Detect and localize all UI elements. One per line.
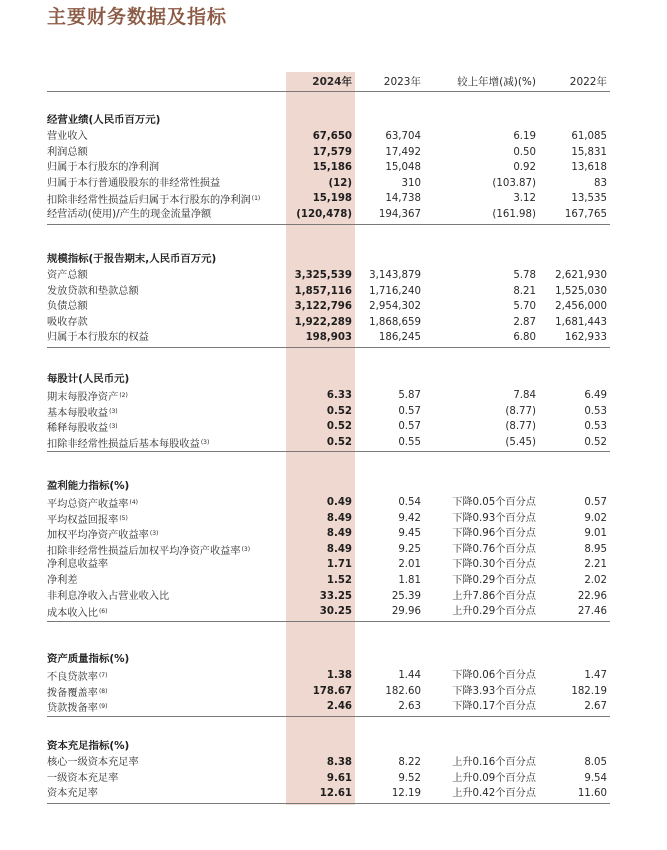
value-2024: 198,903 [305,332,352,344]
row-label [47,330,149,345]
header-divider [47,91,610,92]
value-2022: 9.01 [584,528,607,540]
value-change: (103.87) [492,177,536,189]
value-change: 8.21 [513,285,536,297]
table-row [0,495,667,510]
section-title-text: 经营业绩(人民币百万元) [47,114,161,126]
value-2024: 8.49 [326,528,352,540]
row-label [47,129,88,144]
value-2024: 9.61 [326,772,352,784]
table-header [0,74,667,90]
footnote-marker: (2) [119,392,128,399]
row-label [47,755,139,770]
value-2022: 8.95 [584,543,607,555]
row-label [47,511,128,528]
footnote-marker: (3) [241,545,251,553]
value-2022: 61,085 [571,131,607,142]
value-2022: 1,525,030 [555,285,607,297]
row-label-text: 非利息净收入占营业收入比 [47,590,170,602]
table-row [0,284,667,299]
value-2024: 15,198 [312,193,352,205]
row-label [47,176,220,191]
table-row [0,129,667,144]
value-change: 下降3.93个百分点 [452,685,536,697]
table-row [0,388,667,403]
value-change: 0.92 [513,162,536,174]
value-change: 下降0.06个百分点 [452,670,536,681]
value-2022: 9.02 [584,512,607,524]
row-label [47,684,107,701]
section-title [0,479,667,494]
table-row [0,604,667,619]
footnote-marker: (1) [251,195,261,203]
row-label-text: 基本每股收益 [47,407,109,419]
value-2023: 186,245 [378,332,421,344]
section-divider [47,224,610,225]
value-change: 下降0.05个百分点 [452,497,536,508]
table-row [0,330,667,345]
value-change: 上升7.86个百分点 [452,590,536,602]
value-2022: 162,933 [564,332,607,344]
value-2022: 1,681,443 [555,316,607,328]
table-row [0,526,667,541]
table-row [0,573,667,588]
row-label-text: 核心一级资本充足率 [47,757,139,768]
value-2022: 167,765 [564,209,607,220]
value-2022: 2,621,930 [555,270,607,281]
row-label-text: 营业收入 [47,131,88,142]
row-label [47,604,107,621]
section-divider [47,347,610,348]
value-2022: 0.53 [584,421,607,433]
value-2022: 0.57 [584,497,607,508]
table-row [0,145,667,160]
row-label-text: 经营活动(使用)/产生的现金流量净额 [47,209,212,220]
row-label-text: 稀释每股收益 [47,423,109,435]
row-label-text: 资产总额 [47,270,88,281]
row-label [47,315,88,330]
row-label [47,284,139,299]
table-row [0,755,667,770]
value-2024: 15,186 [312,162,352,174]
row-label [47,419,118,436]
row-label [47,495,138,512]
footnote-marker: (4) [129,499,138,506]
value-2024: 33.25 [319,590,352,602]
row-label-text: 净利差 [47,575,78,586]
section-title-text: 盈利能力指标(%) [47,480,130,492]
value-2022: 2.21 [584,559,607,571]
section-title-text: 资本充足指标(%) [47,740,130,752]
value-2022: 0.52 [584,436,607,448]
footnote-marker: (5) [119,514,128,522]
row-label-text: 利润总额 [47,146,88,158]
section-title [0,372,667,387]
value-2024: 1.52 [326,575,352,586]
value-2024: 1.38 [326,670,352,681]
value-change: 下降0.30个百分点 [452,559,536,571]
table-row [0,542,667,557]
table-row [0,176,667,191]
row-label-text: 归属于本行股东的权益 [47,332,149,344]
row-label [47,526,158,543]
value-2024: 8.49 [326,543,352,555]
row-label [47,771,118,786]
value-change: 上升0.29个百分点 [452,606,536,618]
value-change: (161.98) [492,209,536,220]
value-change: 6.80 [513,332,536,344]
value-2023: 17,492 [385,146,421,158]
value-change: (8.77) [505,405,536,417]
row-label [47,207,211,222]
section-title [0,113,667,128]
value-2024: (120,478) [296,209,352,220]
value-2022: 2,456,000 [555,301,607,313]
row-label-text: 扣除非经常性损益后加权平均净资产收益率 [47,545,241,557]
value-2024: 0.52 [326,436,352,448]
section-title [0,252,667,267]
table-row [0,268,667,283]
row-label [47,557,108,572]
value-change: 5.70 [513,301,536,313]
value-2022: 13,618 [571,162,607,174]
value-2024: 3,325,539 [294,270,352,281]
value-2024: 17,579 [312,146,352,158]
table-row [0,684,667,699]
section-title [0,652,667,667]
header-2024: 2024年 [312,76,352,88]
footnote-marker: (9) [98,703,108,711]
value-2023: 9.52 [398,772,421,784]
section-title-text: 规模指标(于报告期末,人民币百万元) [47,253,217,265]
table-row [0,207,667,222]
value-2024: 8.49 [326,512,352,524]
row-label-text: 吸收存款 [47,316,88,328]
value-2024: 1,857,116 [294,285,352,297]
value-2024: 67,650 [312,131,352,142]
value-2023: 0.57 [398,421,421,433]
value-2024: 0.52 [326,405,352,417]
footnote-marker: (7) [98,672,108,679]
value-2024: 12.61 [319,788,352,800]
header-2023: 2023年 [383,76,421,88]
value-2024: 0.52 [326,421,352,433]
row-label-text: 资本充足率 [47,788,98,800]
value-2023: 29.96 [391,606,421,618]
value-2023: 0.54 [398,497,421,508]
table-row [0,668,667,683]
row-label-text: 不良贷款率 [47,672,98,683]
row-label [47,191,260,208]
value-change: (5.45) [505,436,536,448]
value-change: (8.77) [505,421,536,433]
value-2024: 178.67 [312,685,352,697]
value-change: 下降0.76个百分点 [452,543,536,555]
row-label-text: 平均总资产收益率 [47,499,129,510]
value-2023: 194,367 [378,209,421,220]
section-divider [47,716,610,717]
row-label-text: 平均权益回报率 [47,514,119,526]
value-2023: 0.55 [398,436,421,448]
footnote-marker: (3) [149,530,159,538]
table-row [0,191,667,206]
footnote-marker: (3) [109,423,118,431]
value-2023: 2,954,302 [369,301,421,313]
footnote-marker: (3) [109,407,118,415]
table-row [0,699,667,714]
value-2023: 182.60 [385,685,421,697]
row-label [47,160,159,175]
page-title: 主要财务数据及指标 [47,6,228,28]
row-label [47,668,107,685]
value-change: 下降0.17个百分点 [452,701,536,713]
value-2023: 1,868,659 [369,316,421,328]
section-divider [47,621,610,622]
value-change: 2.87 [513,316,536,328]
value-2023: 8.22 [398,757,421,768]
row-label-text: 成本收入比 [47,608,98,620]
value-2023: 63,704 [385,131,421,142]
value-2022: 6.49 [584,390,607,401]
value-2023: 1.44 [398,670,421,681]
value-2024: 0.49 [326,497,352,508]
section-title [0,739,667,754]
value-change: 0.50 [513,146,536,158]
row-label [47,268,88,283]
header-change: 较上年增(减)(%) [457,76,536,88]
row-label [47,404,118,421]
value-2022: 11.60 [577,788,607,800]
row-label-text: 加权平均净资产收益率 [47,530,149,542]
value-change: 下降0.29个百分点 [452,575,536,586]
value-2023: 0.57 [398,405,421,417]
table-row [0,315,667,330]
row-label-text: 净利息收益率 [47,559,109,571]
value-2022: 182.19 [571,685,607,697]
value-2022: 83 [594,177,607,189]
table-row [0,299,667,314]
row-label-text: 归属于本行普通股股东的非经常性损益 [47,177,221,189]
value-change: 6.19 [513,131,536,142]
row-label-text: 扣除非经常性损益后归属于本行股东的净利润 [47,195,251,207]
value-change: 上升0.42个百分点 [452,788,536,800]
row-label [47,388,128,405]
value-2023: 310 [401,177,421,189]
value-change: 下降0.93个百分点 [452,512,536,524]
table-row [0,557,667,572]
value-2023: 2.63 [398,701,421,713]
value-2024: 30.25 [319,606,352,618]
value-2023: 12.19 [391,788,421,800]
value-change: 3.12 [513,193,536,205]
value-2022: 22.96 [577,590,607,602]
value-2024: 6.33 [326,390,352,401]
footnote-marker: (8) [98,687,108,695]
row-label-text: 期末每股净资产 [47,392,119,403]
value-2022: 9.54 [584,772,607,784]
row-label [47,299,88,314]
value-2024: 1.71 [326,559,352,571]
value-2023: 9.25 [398,543,421,555]
value-2022: 2.02 [584,575,607,586]
row-label-text: 贷款拨备率 [47,703,98,715]
value-2023: 1.81 [398,575,421,586]
table-row [0,589,667,604]
value-change: 上升0.09个百分点 [452,772,536,784]
value-2022: 8.05 [584,757,607,768]
value-2023: 15,048 [385,162,421,174]
table-row [0,419,667,434]
value-2023: 25.39 [391,590,421,602]
row-label-text: 扣除非经常性损益后基本每股收益 [47,438,200,450]
value-2023: 14,738 [385,193,421,205]
row-label [47,542,250,559]
table-row [0,404,667,419]
section-divider [47,803,610,804]
value-2022: 27.46 [577,606,607,618]
value-2022: 2.67 [584,701,607,713]
value-2024: 8.38 [326,757,352,768]
value-2023: 5.87 [398,390,421,401]
row-label [47,145,88,160]
section-divider [47,451,610,452]
row-label-text: 归属于本行股东的净利润 [47,162,160,174]
row-label [47,786,98,801]
value-2023: 9.45 [398,528,421,540]
value-2024: 1,922,289 [294,316,352,328]
value-2023: 9.42 [398,512,421,524]
value-2024: 2.46 [326,701,352,713]
value-2022: 0.53 [584,405,607,417]
row-label [47,573,78,588]
value-2022: 1.47 [584,670,607,681]
value-change: 上升0.16个百分点 [452,757,536,768]
table-row [0,435,667,450]
value-2023: 3,143,879 [369,270,421,281]
footnote-marker: (6) [98,608,108,616]
value-change: 5.78 [513,270,536,281]
row-label [47,699,107,716]
footnote-marker: (3) [200,438,210,446]
row-label-text: 发放贷款和垫款总额 [47,285,139,297]
section-title-text: 每股计(人民币元) [47,373,130,385]
table-row [0,786,667,801]
row-label [47,589,169,604]
value-change: 下降0.96个百分点 [452,528,536,540]
row-label [47,435,209,452]
value-2023: 2.01 [398,559,421,571]
value-2024: (12) [328,177,352,189]
row-label-text: 一级资本充足率 [47,772,119,784]
table-row [0,160,667,175]
header-2022: 2022年 [569,76,607,88]
value-2022: 13,535 [571,193,607,205]
value-2022: 15,831 [571,146,607,158]
section-title-text: 资产质量指标(%) [47,653,130,665]
table-row [0,511,667,526]
row-label-text: 拨备覆盖率 [47,687,98,699]
value-change: 7.84 [513,390,536,401]
row-label-text: 负债总额 [47,301,88,313]
value-2023: 1,716,240 [369,285,421,297]
value-2024: 3,122,796 [294,301,352,313]
table-row [0,771,667,786]
